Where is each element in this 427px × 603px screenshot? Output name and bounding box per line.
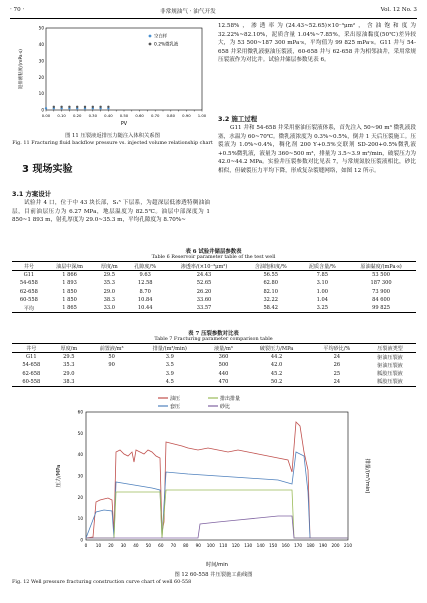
table-cell: G11 [26, 354, 37, 361]
table-cell: 驱油压裂液 [377, 362, 403, 369]
right-paragraph-1: 12.58%，渗透率为(24.43~52.65)×10⁻³μm²，含油饱和度为 32.22%~82.10%，泥质含量 1.04%~7.85%，采出原油黏度(50℃)差异较大，为 53 500~187 300 mPa·s，平均值为 99 825 mPa·s。G11 井与 54-658 井采用微乳液驱油压裂液，60-658 井与 62-658 井为相邻油井，采用常规压裂液作为对比井。试验井储层参数见表 6。 [218, 23, 416, 63]
fig11-point [53, 106, 55, 108]
fig11-point [76, 106, 78, 108]
fig12-y-label-right: 排量/(m³/min) [364, 458, 370, 494]
fig12-x-tick: 210 [344, 543, 352, 548]
figure-11 [12, 22, 212, 132]
fig11-caption-cn: 图 11 压裂液返排压力随注入体积关系图 [65, 133, 160, 139]
fig11-x-tick-label: 0.90 [182, 113, 191, 118]
table-cell: 53 500 [372, 272, 390, 279]
column-header: 平均砂比/% [310, 344, 364, 353]
table-cell: 1 850 [62, 296, 77, 303]
table-cell: 24 [333, 354, 341, 361]
table-cell: 52.65 [196, 280, 212, 287]
table-cell: 平均 [12, 304, 46, 313]
table-cell: 500 [218, 362, 229, 369]
table-cell: 90 [108, 362, 115, 369]
table-cell: 50 [108, 354, 115, 361]
column-header: 压裂液类型 [364, 344, 416, 353]
fig11-y-tick: 0 [41, 107, 44, 113]
table-cell: 32.22 [263, 296, 279, 303]
fig11-y-tick: 10 [38, 91, 44, 97]
table-cell: 10.84 [137, 296, 153, 303]
fig12-y-tick: 10 [77, 516, 83, 522]
fig12-y-tick: 0 [80, 537, 83, 543]
fig12-y-tick: 30 [77, 473, 83, 479]
table-cell: 54-658 [19, 280, 38, 287]
table-cell: 10.44 [125, 304, 165, 313]
table-cell: 33.0 [93, 304, 125, 313]
fig12-y-label-left: 压力/MPa [56, 464, 62, 488]
table-cell: 440 [218, 370, 229, 377]
table-cell: 1 893 [62, 280, 77, 287]
table-cell: 1 866 [62, 272, 77, 279]
fig12-x-tick: 50 [145, 543, 152, 548]
fig12-x-tick: 150 [269, 543, 278, 548]
fig12-x-tick: 180 [306, 543, 315, 548]
table-cell [87, 378, 136, 387]
column-header: 井号 [12, 344, 51, 353]
figure-12 [48, 392, 378, 570]
table-cell: 62-658 [22, 370, 41, 377]
fig11-legend-label: 0.2%微乳液 [154, 42, 179, 48]
column-header: 排量/(m³/min) [136, 344, 203, 353]
sand-ratio-curve [86, 516, 348, 538]
fig12-x-tick: 140 [256, 543, 265, 548]
column-header: 含油饱和度/% [243, 262, 298, 271]
column-header: 破裂压力/MPa [244, 344, 310, 353]
fig12-x-tick: 200 [331, 543, 340, 548]
table-cell: 1 850 [62, 288, 77, 295]
table-cell: 50.2 [244, 378, 310, 387]
fig11-point [68, 106, 70, 108]
fig12-chart [48, 392, 378, 570]
table-cell: 4.5 [136, 378, 203, 387]
table-cell: 3.9 [165, 354, 174, 361]
table-cell: 3.10 [316, 280, 328, 287]
table-cell: 58.42 [243, 304, 298, 313]
table-cell: 62.80 [263, 280, 279, 287]
page-header [10, 6, 417, 19]
column-header: 渗透率/(×10⁻³μm²) [165, 262, 243, 271]
fig12-x-tick: 70 [170, 543, 177, 548]
fig11-legend-marker [149, 43, 152, 46]
fig11-point [60, 106, 62, 108]
table-cell: 470 [203, 378, 243, 387]
table-cell: 44.2 [270, 354, 283, 361]
table-7 [12, 343, 416, 387]
fig11-point [107, 106, 109, 108]
table-cell: G11 [23, 272, 35, 279]
table-cell: 42.0 [270, 362, 283, 369]
fig11-y-tick: 20 [38, 74, 44, 80]
fig11-point [99, 106, 101, 108]
fig11-legend-label: 空白样 [154, 34, 168, 40]
fig12-legend [158, 395, 240, 410]
fig12-axis-ticks [78, 410, 353, 549]
table-cell: 24 [310, 378, 364, 387]
fig12-x-tick: 160 [281, 543, 290, 548]
fig11-x-tick-label: 0.10 [57, 113, 66, 118]
legend-sand-ratio: 砂比 [220, 404, 231, 410]
table-row [12, 279, 416, 287]
table-cell: 26.20 [196, 288, 212, 295]
table-cell: 38.3 [103, 296, 115, 303]
fig12-x-tick: 90 [195, 543, 201, 548]
column-header: 原油黏度/(mPa·s) [346, 262, 416, 271]
fig12-x-label: 时间/min [206, 562, 228, 568]
table-cell: 24.43 [196, 272, 212, 279]
fig11-y-tick: 50 [38, 25, 44, 31]
table-cell: 7.85 [316, 272, 328, 279]
table6-title [0, 247, 427, 259]
table-row [12, 296, 416, 304]
table6-title-en: Table 6 Reservoir parameter table of the test well [151, 253, 276, 260]
table-row [12, 353, 416, 362]
table-cell: 胍胶压裂液 [364, 378, 416, 387]
table-cell: 29.0 [103, 288, 115, 295]
table-cell: 187 300 [370, 280, 392, 287]
table-cell: 29.0 [63, 370, 75, 377]
fig12-x-tick: 60 [158, 543, 164, 548]
fig11-caption [10, 133, 215, 147]
table-cell: 1.00 [316, 288, 328, 295]
column-header: 油层中深/m [46, 262, 94, 271]
fig11-y-label: 返排液粘度/(mPa·s) [19, 49, 24, 89]
fig11-point [84, 106, 86, 108]
table-cell: 26 [333, 362, 341, 369]
fig11-x-tick-label: 0.40 [104, 113, 113, 118]
table-cell: 胍胶压裂液 [377, 371, 403, 378]
table7-title-cn: 表 7 压裂参数对比表 [188, 331, 239, 337]
fig12-x-tick: 170 [294, 543, 303, 548]
table-cell: 33.60 [196, 296, 212, 303]
table-row [12, 378, 416, 387]
fig12-y-tick: 50 [77, 430, 83, 436]
fig11-x-tick-label: 1.00 [197, 113, 207, 118]
fig11-point [92, 106, 94, 108]
table-row [12, 304, 416, 313]
legend-discharge: 排出排量 [220, 396, 241, 402]
fig12-caption-en: Fig. 12 Well pressure fracturing construction curve chart of well 60-558 [12, 579, 192, 585]
table-cell: 38.3 [51, 378, 87, 387]
column-header: 厚度/m [51, 344, 87, 353]
table-cell: 33.57 [165, 304, 243, 313]
table-cell: 360 [218, 354, 229, 361]
fig11-y-tick: 40 [38, 42, 44, 47]
fig11-x-tick-label: 0.80 [166, 113, 176, 118]
table-cell: 54-658 [22, 362, 41, 369]
fig12-y-tick: 20 [77, 494, 83, 500]
legend-oil-pressure: 油压 [170, 396, 181, 402]
section-title: 3 现场实验 [22, 164, 73, 175]
fig12-x-tick: 100 [206, 543, 215, 548]
volume-info: Vol. 12 No. 3 [380, 7, 417, 13]
fig11-chart [12, 22, 212, 132]
fig11-x-tick-label: 0.50 [119, 113, 129, 118]
fig12-x-tick: 20 [108, 543, 114, 548]
column-header: 孔隙度/% [125, 262, 165, 271]
fig12-y-tick: 60 [77, 409, 83, 415]
table-cell: 35.3 [63, 362, 75, 369]
legend-casing-pressure: 套压 [170, 404, 181, 410]
table-cell: 3.25 [298, 304, 346, 313]
table-cell: 99 825 [346, 304, 416, 313]
table-cell: 29.5 [63, 354, 75, 361]
table-cell: 60-558 [12, 378, 51, 387]
table-cell: 45.2 [270, 370, 283, 377]
column-header: 泥质含量/% [298, 262, 346, 271]
table-cell: 1 865 [46, 304, 94, 313]
table7-title-en: Table 7 Fracturing parameter comparison table [154, 335, 273, 342]
fig11-x-tick-label: 0.20 [72, 113, 82, 118]
table7-title [0, 329, 427, 341]
column-header: 前置液/m³ [87, 344, 136, 353]
table-cell: 3.9 [165, 370, 174, 377]
right-paragraph-2: G11 井和 54-658 井采用驱油压裂液体系，首先注入 50~90 m³ 微乳液段塞，水温为 60~70℃。微乳液浓度为 0.3%~0.5%，倒井 1 天后压裂施工。压裂液为 1.0%~0.4%，稠化剂 200 Y+0.5%交联剂 SD-200+0.5%微乳液+0.5%微乳液，液量为 360~500 m³，排量为 3.5~3.9 m³/min，破裂压力为 42.0~44.2 MPa。实验井压裂参数对比见表 7，与常规氮胶压裂液相比，砂比相似，但破裂压力平均下降，形成复杂裂缝网络，如图 12 所示。 [218, 125, 416, 174]
table-cell: 驱油压裂液 [377, 354, 403, 361]
fig11-x-tick-label: 0.30 [88, 113, 98, 118]
fig12-x-tick: 80 [183, 543, 189, 548]
table-row [12, 370, 416, 378]
table-cell: 82.10 [263, 288, 279, 295]
table-cell: 25 [333, 370, 341, 377]
journal-title: 非常规油气 · 油气开发 [160, 9, 216, 15]
table-cell [87, 370, 136, 378]
fig12-x-tick: 190 [319, 543, 328, 548]
table-cell: 8.70 [139, 288, 151, 295]
fig11-x-tick-label: 0.60 [135, 113, 144, 118]
table-cell: 84 600 [372, 296, 390, 303]
column-header: 液量/m³ [203, 344, 243, 353]
table-cell: 35.3 [103, 280, 115, 287]
table-cell: 29.5 [103, 272, 115, 279]
fig11-caption-en: Fig. 11 Fracturing fluid backflow pressure vs. injected volume relationship chart [12, 140, 213, 146]
table-6 [12, 261, 416, 313]
table-cell: 3.5 [165, 362, 174, 369]
table-row [12, 361, 416, 369]
table-cell: 56.55 [263, 272, 279, 279]
table-row [12, 271, 416, 280]
table-cell: 73 900 [372, 288, 390, 295]
oil-pressure-curve [86, 422, 348, 538]
fig12-caption-cn: 图 12 60-558 井压裂施工曲线图 [174, 572, 253, 578]
column-header: 井号 [12, 262, 46, 271]
left-paragraph: 试验井 4 口，位于中 43 块长部，S₁⁵ 下层系，为超深层低渗透特稠油油层，目前油层压力为 6.27 MPa，地层温度为 82.5℃。油层中部深度为 1 850~1 893 m，射孔厚度为 29.0~35.3 m，平均孔隙度为 8.70%~ [12, 200, 210, 223]
fig11-plot-frame [46, 28, 202, 110]
column-header: 厚度/m [93, 262, 125, 271]
table6-title-cn: 表 6 试验井储层参数表 [185, 249, 242, 255]
fig11-x-tick-label: 0.00 [41, 113, 51, 118]
fig12-x-tick: 40 [133, 543, 139, 548]
subsection-title-3-2: 3.2 施工过程 [218, 115, 258, 123]
table-cell: 60-558 [19, 296, 38, 303]
fig12-y-tick: 40 [77, 452, 83, 458]
fig11-x-tick-label: 0.70 [150, 113, 160, 118]
table-row [12, 288, 416, 296]
fig12-x-tick: 130 [244, 543, 253, 548]
table-cell: 12.58 [137, 280, 153, 287]
table-cell: 62-658 [19, 288, 38, 295]
table-cell: 9.63 [139, 272, 151, 279]
fig11-x-label: PV [120, 122, 128, 127]
fig12-x-tick: 120 [231, 543, 240, 548]
fig12-x-tick: 10 [95, 543, 102, 548]
fig11-y-tick: 30 [38, 58, 44, 64]
fig12-caption [10, 572, 417, 586]
fig12-x-tick: 30 [120, 543, 127, 548]
fig12-x-tick: 0 [84, 543, 88, 548]
fig11-point [45, 107, 47, 109]
subsection-title-3-1: 3.1 方案设计 [12, 190, 52, 198]
fig11-legend-marker [149, 35, 152, 38]
page-number: · 70 · [10, 7, 25, 13]
table-cell: 1.04 [316, 296, 328, 303]
fig12-x-tick: 110 [219, 543, 228, 548]
